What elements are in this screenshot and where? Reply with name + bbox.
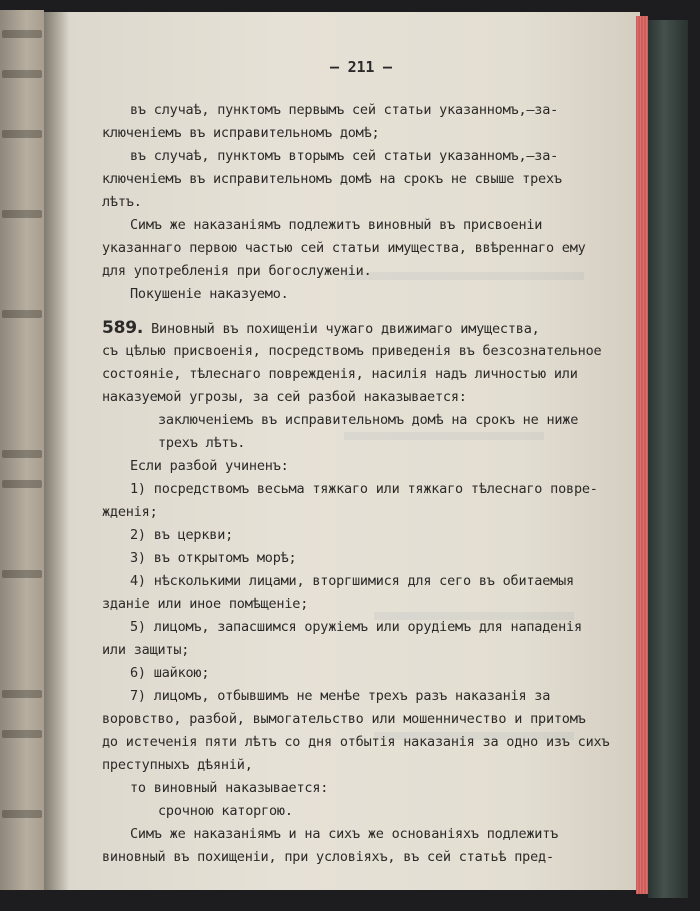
text-line: или защиты; — [102, 642, 190, 658]
text-line: Если разбой учиненъ: — [130, 458, 289, 474]
text-line: Симъ же наказаніямъ и на сихъ же основаніяхъ подлежитъ — [130, 826, 559, 842]
text-line: ключеніемъ въ исправительномъ домѣ; — [102, 125, 380, 141]
text-line: виновный въ похищеніи, при условіяхъ, въ сей статьѣ пред- — [102, 849, 554, 865]
text-line: Покушеніе наказуемо. — [130, 286, 289, 302]
section-number: 589. — [102, 318, 144, 338]
text-line: Виновный въ похищеніи чужаго движимаго имущества, — [151, 321, 540, 337]
section-heading-line — [102, 318, 540, 338]
text-line: состояніе, тѣлеснаго поврежденія, насилія надъ личностью или — [102, 366, 578, 382]
text-line: воровство, разбой, вымогательство или мошенничество и притомъ — [102, 711, 586, 727]
text-line: жденія; — [102, 504, 158, 520]
text-line: 6) шайкою; — [130, 665, 210, 681]
text-line: въ случаѣ, пунктомъ вторымъ сей статьи указанномъ,—за- — [130, 148, 559, 164]
text-line: съ цѣлью присвоенія, посредствомъ приведенія въ безсознательное — [102, 343, 602, 359]
text-line: преступныхъ дѣяній, — [102, 757, 253, 773]
text-line: наказуемой угрозы, за сей разбой наказывается: — [102, 389, 467, 405]
text-line: ключеніемъ въ исправительномъ домѣ на срокъ не свыше трехъ — [102, 171, 562, 187]
text-line: до истеченія пяти лѣтъ со дня отбытія наказанія за одно изъ сихъ — [102, 734, 610, 750]
text-line: 5) лицомъ, запасшимся оружіемъ или орудіемъ для нападенія — [130, 619, 582, 635]
text-line: зданіе или иное помѣщеніе; — [102, 596, 309, 612]
text-line: указаннаго первою частью сей статьи имущества, ввѣреннаго ему — [102, 240, 586, 256]
text-line: 7) лицомъ, отбывшимъ не менѣе трехъ разъ наказанія за — [130, 688, 551, 704]
text-line: Симъ же наказаніямъ подлежитъ виновный въ присвоеніи — [130, 217, 543, 233]
book-cover — [648, 20, 688, 898]
text-line: въ случаѣ, пунктомъ первымъ сей статьи указанномъ,—за- — [130, 102, 559, 118]
gutter-shadow — [44, 12, 70, 890]
book-page — [44, 12, 640, 890]
text-line: лѣтъ. — [102, 194, 142, 210]
text-line: для употребленія при богослуженіи. — [102, 263, 372, 279]
text-line: 4) нѣсколькими лицами, вторгшимися для сего въ обитаемыя — [130, 573, 574, 589]
left-page-edge — [0, 10, 44, 890]
text-line: то виновный наказывается: — [130, 780, 329, 796]
text-line: 2) въ церкви; — [130, 527, 234, 543]
text-line: 1) посредствомъ весьма тяжкаго или тяжкаго тѣлеснаго повре- — [130, 481, 598, 497]
text-line: заключеніемъ въ исправительномъ домѣ на срокъ не ниже — [158, 412, 579, 428]
text-line: 3) въ открытомъ морѣ; — [130, 550, 297, 566]
text-line: трехъ лѣтъ. — [158, 435, 246, 451]
red-page-edge — [636, 16, 648, 894]
page-number: — 211 — — [330, 58, 392, 76]
text-line: срочною каторгою. — [158, 803, 293, 819]
